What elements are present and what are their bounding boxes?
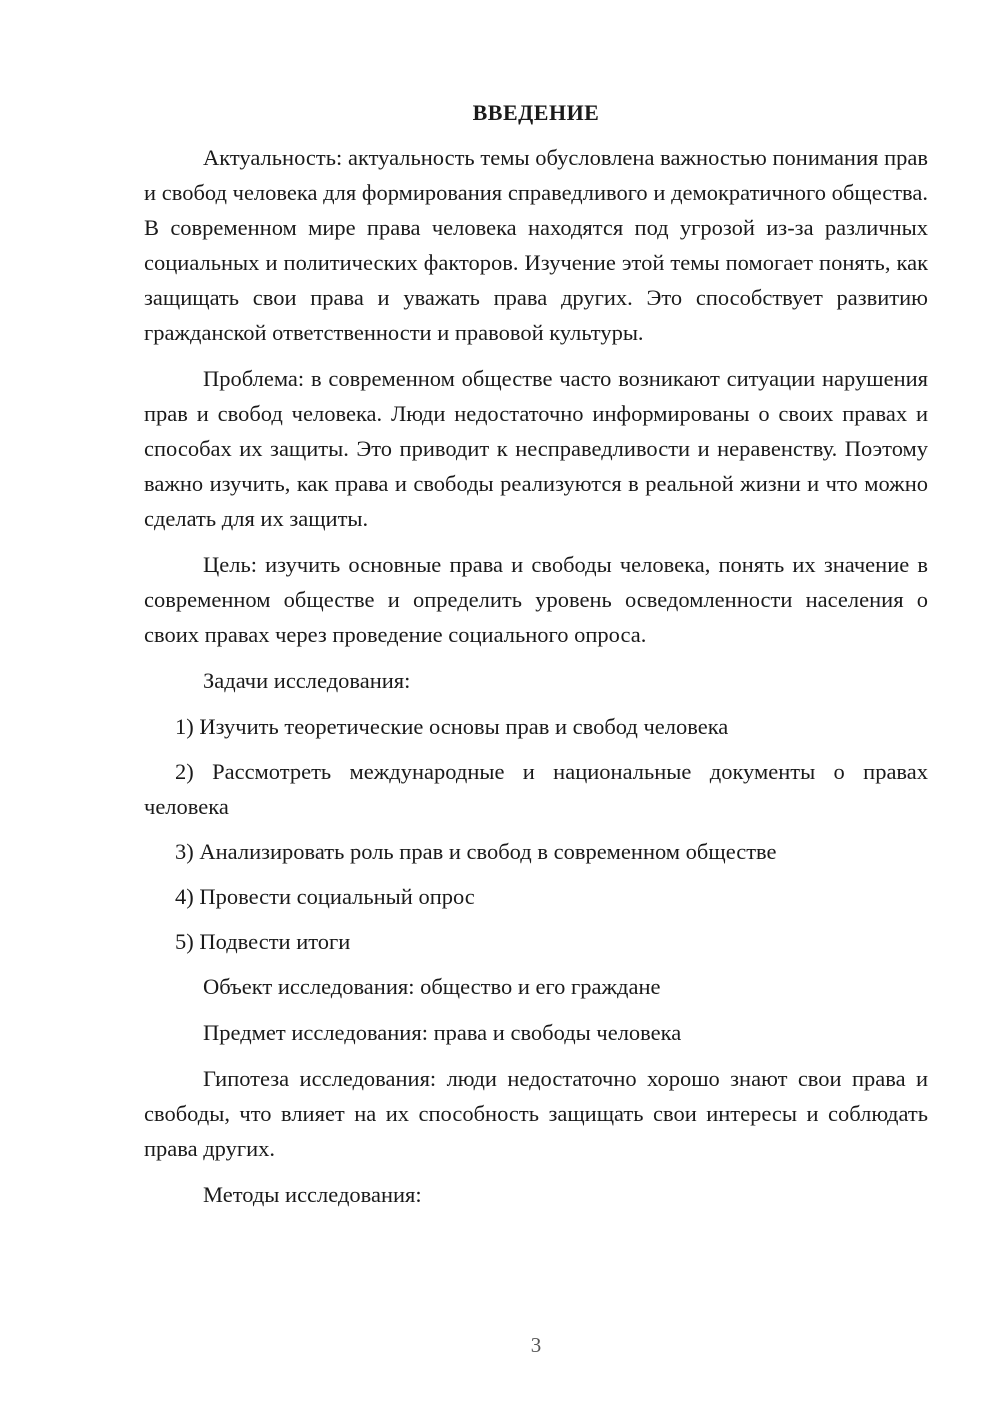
task-item-1: 1) Изучить теоретические основы прав и свобод человека	[175, 714, 729, 739]
page-number: 3	[530, 1333, 542, 1357]
task-item-5: 5) Подвести итоги	[175, 929, 351, 954]
document-page	[144, 95, 928, 1223]
task-item-3: 3) Анализировать роль прав и свобод в современном обществе	[175, 839, 777, 864]
subject-paragraph: Предмет исследования: права и свободы человека	[203, 1020, 682, 1045]
goal-paragraph: Цель: изучить основные права и свободы человека, понять их значение в современном обществе и определить уровень осведомленности населения о своих правах через проведение социального опроса.	[144, 552, 928, 647]
object-paragraph: Объект исследования: общество и его граждане	[203, 974, 661, 999]
tasks-title: Задачи исследования:	[203, 668, 411, 693]
task-item-2: 2) Рассмотреть международные и национальные документы о правах человека	[144, 759, 928, 819]
methods-title: Методы исследования:	[203, 1182, 422, 1207]
task-item-4: 4) Провести социальный опрос	[175, 884, 475, 909]
relevance-paragraph: Актуальность: актуальность темы обусловлена важностью понимания прав и свобод человека для формирования справедливого и демократичного общества. В современном мире права человека находятся под угрозой из-за различных социальных и политических факторов. Изучение этой темы помогает понять, как защищать свои права и уважать права других. Это способствует развитию гражданской ответственности и правовой культуры.	[144, 145, 928, 345]
problem-paragraph: Проблема: в современном обществе часто возникают ситуации нарушения прав и свобод человека. Люди недостаточно информированы о своих правах и способах их защиты. Это приводит к несправедливости и неравенству. Поэтому важно изучить, как права и свободы реализуются в реальной жизни и что можно сделать для их защиты.	[144, 366, 928, 531]
hypothesis-paragraph: Гипотеза исследования: люди недостаточно хорошо знают свои права и свободы, что влияет на их способность защищать свои интересы и соблюдать права других.	[144, 1066, 928, 1161]
section-heading: ВВЕДЕНИЕ	[472, 100, 600, 125]
